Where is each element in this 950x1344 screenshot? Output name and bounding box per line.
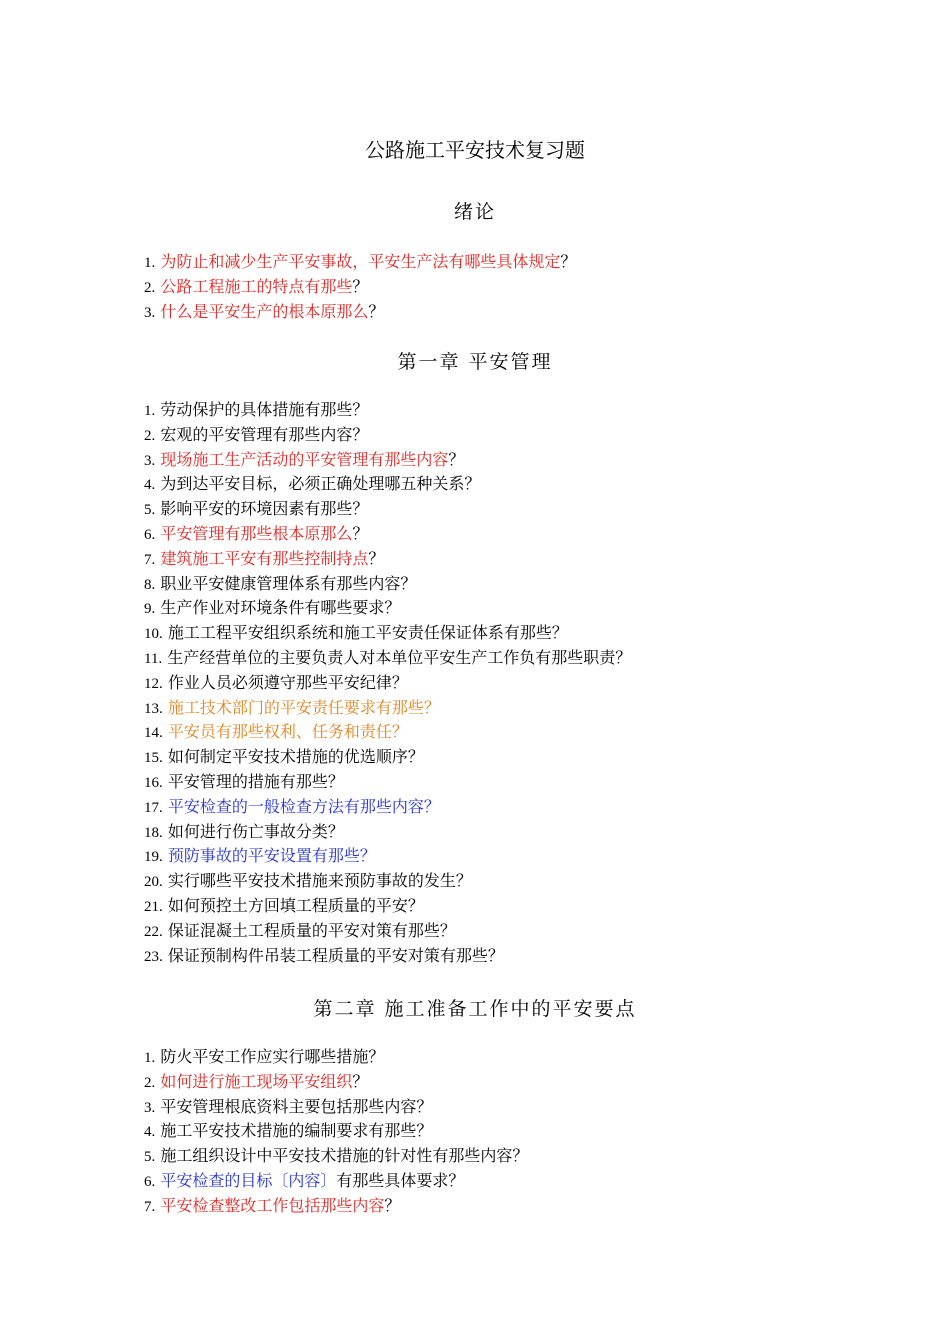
- question-number: 11.: [144, 650, 163, 667]
- question-text: 生产经营单位的主要负责人对本单位平安生产工作负有那些职责？: [167, 647, 632, 667]
- section-heading-chapter-1: 第一章 平安管理: [397, 351, 553, 373]
- question-item: [144, 720, 631, 745]
- question-number: 5.: [144, 502, 156, 519]
- question-item: [144, 795, 631, 820]
- question-suffix: 有那些具体要求？: [336, 1170, 465, 1190]
- question-number: 6.: [144, 1173, 156, 1190]
- question-number: 4.: [144, 1124, 156, 1141]
- question-number: 23.: [144, 948, 163, 965]
- question-number: 9.: [144, 601, 156, 618]
- question-suffix: ？: [560, 252, 577, 271]
- question-number: 3.: [144, 304, 156, 321]
- question-text: 如何制定平安技术措施的优选顺序？: [167, 747, 424, 767]
- question-item: [144, 844, 631, 869]
- question-number: 7.: [144, 551, 156, 568]
- question-number: 17.: [144, 799, 163, 816]
- question-text: 现场施工生产活动的平安管理有那些内容: [160, 449, 449, 469]
- question-text: 建筑施工平安有那些控制持点: [160, 548, 369, 568]
- question-suffix: ？: [352, 523, 369, 543]
- question-text: 预防事故的平安设置有那些？: [167, 846, 376, 866]
- question-text: 如何进行伤亡事故分类？: [167, 821, 344, 841]
- question-number: 22.: [144, 923, 163, 940]
- question-number: 19.: [144, 849, 163, 866]
- question-number: 7.: [144, 1198, 156, 1215]
- question-number: 13.: [144, 700, 163, 717]
- question-text: 保证预制构件吊装工程质量的平安对策有那些？: [167, 945, 504, 965]
- question-item: [144, 770, 631, 795]
- question-item: [144, 820, 631, 845]
- question-item: [144, 522, 631, 547]
- question-text: 平安管理的措施有那些？: [167, 771, 344, 791]
- section-heading-chapter-2: 第二章 施工准备工作中的平安要点: [313, 998, 637, 1020]
- question-suffix: ？: [384, 1195, 401, 1215]
- question-number: 15.: [144, 750, 163, 767]
- question-text: 宏观的平安管理有那些内容？: [160, 424, 369, 444]
- question-item: [144, 1045, 528, 1070]
- question-text: 如何预控土方回填工程质量的平安？: [167, 895, 424, 915]
- question-text: 为到达平安目标，必须正确处理哪五种关系？: [160, 474, 481, 494]
- question-item: [144, 275, 576, 300]
- question-number: 2.: [144, 1074, 156, 1091]
- question-suffix: ？: [352, 276, 369, 296]
- question-item: [144, 572, 631, 597]
- question-text: 防火平安工作应实行哪些措施？: [160, 1047, 385, 1066]
- section-heading-intro: 绪论: [453, 201, 496, 223]
- question-item: [144, 894, 631, 919]
- question-suffix: ？: [368, 301, 385, 321]
- question-item: [144, 1119, 528, 1144]
- question-text: 施工组织设计中平安技术措施的针对性有那些内容？: [160, 1146, 529, 1166]
- question-text: 平安员有那些权利、任务和责任？: [167, 722, 408, 742]
- question-text: 什么是平安生产的根本原那么: [160, 301, 369, 321]
- question-text: 施工平安技术措施的编制要求有那些？: [160, 1121, 433, 1141]
- question-text: 施工工程平安组织系统和施工平安责任保证体系有那些？: [167, 623, 568, 643]
- question-item: [144, 869, 631, 894]
- question-number: 2.: [144, 279, 156, 296]
- question-item: [144, 696, 631, 721]
- question-item: [144, 250, 576, 275]
- question-item: [144, 944, 631, 969]
- question-item: [144, 919, 631, 944]
- question-text: 生产作业对环境条件有哪些要求？: [160, 598, 401, 618]
- question-item: [144, 497, 631, 522]
- question-number: 3.: [144, 1099, 156, 1116]
- question-item: [144, 423, 631, 448]
- question-text: 如何进行施工现场平安组织: [160, 1071, 353, 1091]
- question-item: [144, 596, 631, 621]
- question-suffix: ？: [368, 548, 385, 568]
- question-list-intro: [144, 250, 576, 324]
- question-item: [144, 745, 631, 770]
- question-number: 10.: [144, 626, 163, 643]
- document-title: 公路施工平安技术复习题: [365, 138, 585, 162]
- question-item: [144, 1194, 528, 1219]
- question-item: [144, 621, 631, 646]
- question-text: 为防止和减少生产平安事故，平安生产法有哪些具体规定: [160, 252, 561, 271]
- question-item: [144, 1095, 528, 1120]
- question-text: 平安检查的目标〔内容〕: [160, 1170, 337, 1190]
- question-number: 21.: [144, 898, 163, 915]
- question-text: 平安检查的一般检查方法有那些内容？: [167, 796, 440, 816]
- question-number: 2.: [144, 427, 156, 444]
- question-item: [144, 398, 631, 423]
- question-number: 14.: [144, 725, 163, 742]
- question-item: [144, 1169, 528, 1194]
- question-text: 平安管理有那些根本原那么: [160, 523, 353, 543]
- question-number: 16.: [144, 774, 163, 791]
- question-item: [144, 1070, 528, 1095]
- question-text: 施工技术部门的平安责任要求有那些？: [167, 697, 440, 717]
- question-item: [144, 448, 631, 473]
- question-number: 4.: [144, 477, 156, 494]
- question-text: 实行哪些平安技术措施来预防事故的发生？: [167, 871, 472, 891]
- question-text: 保证混凝土工程质量的平安对策有那些？: [167, 920, 456, 940]
- question-item: [144, 300, 576, 325]
- question-number: 20.: [144, 874, 163, 891]
- question-item: [144, 472, 631, 497]
- question-list-chapter-1: [144, 398, 631, 968]
- question-number: 5.: [144, 1149, 156, 1166]
- question-item: [144, 671, 631, 696]
- question-text: 作业人员必须遵守那些平安纪律？: [167, 672, 408, 692]
- question-item: [144, 646, 631, 671]
- question-number: 1.: [144, 403, 156, 419]
- question-text: 公路工程施工的特点有那些: [160, 276, 353, 296]
- question-number: 8.: [144, 576, 156, 593]
- question-list-chapter-2: [144, 1045, 528, 1219]
- question-item: [144, 1144, 528, 1169]
- question-suffix: ？: [352, 1071, 369, 1091]
- question-text: 平安检查整改工作包括那些内容: [160, 1195, 385, 1215]
- question-number: 18.: [144, 824, 163, 841]
- question-number: 12.: [144, 675, 163, 692]
- question-number: 3.: [144, 452, 156, 469]
- question-number: 6.: [144, 526, 156, 543]
- question-number: 1.: [144, 1050, 156, 1066]
- question-text: 劳动保护的具体措施有那些？: [160, 400, 369, 419]
- question-item: [144, 547, 631, 572]
- question-suffix: ？: [448, 449, 465, 469]
- question-text: 职业平安健康管理体系有那些内容？: [160, 573, 417, 593]
- question-text: 平安管理根底资料主要包括那些内容？: [160, 1096, 433, 1116]
- question-text: 影响平安的环境因素有那些？: [160, 499, 369, 519]
- question-number: 1.: [144, 255, 156, 271]
